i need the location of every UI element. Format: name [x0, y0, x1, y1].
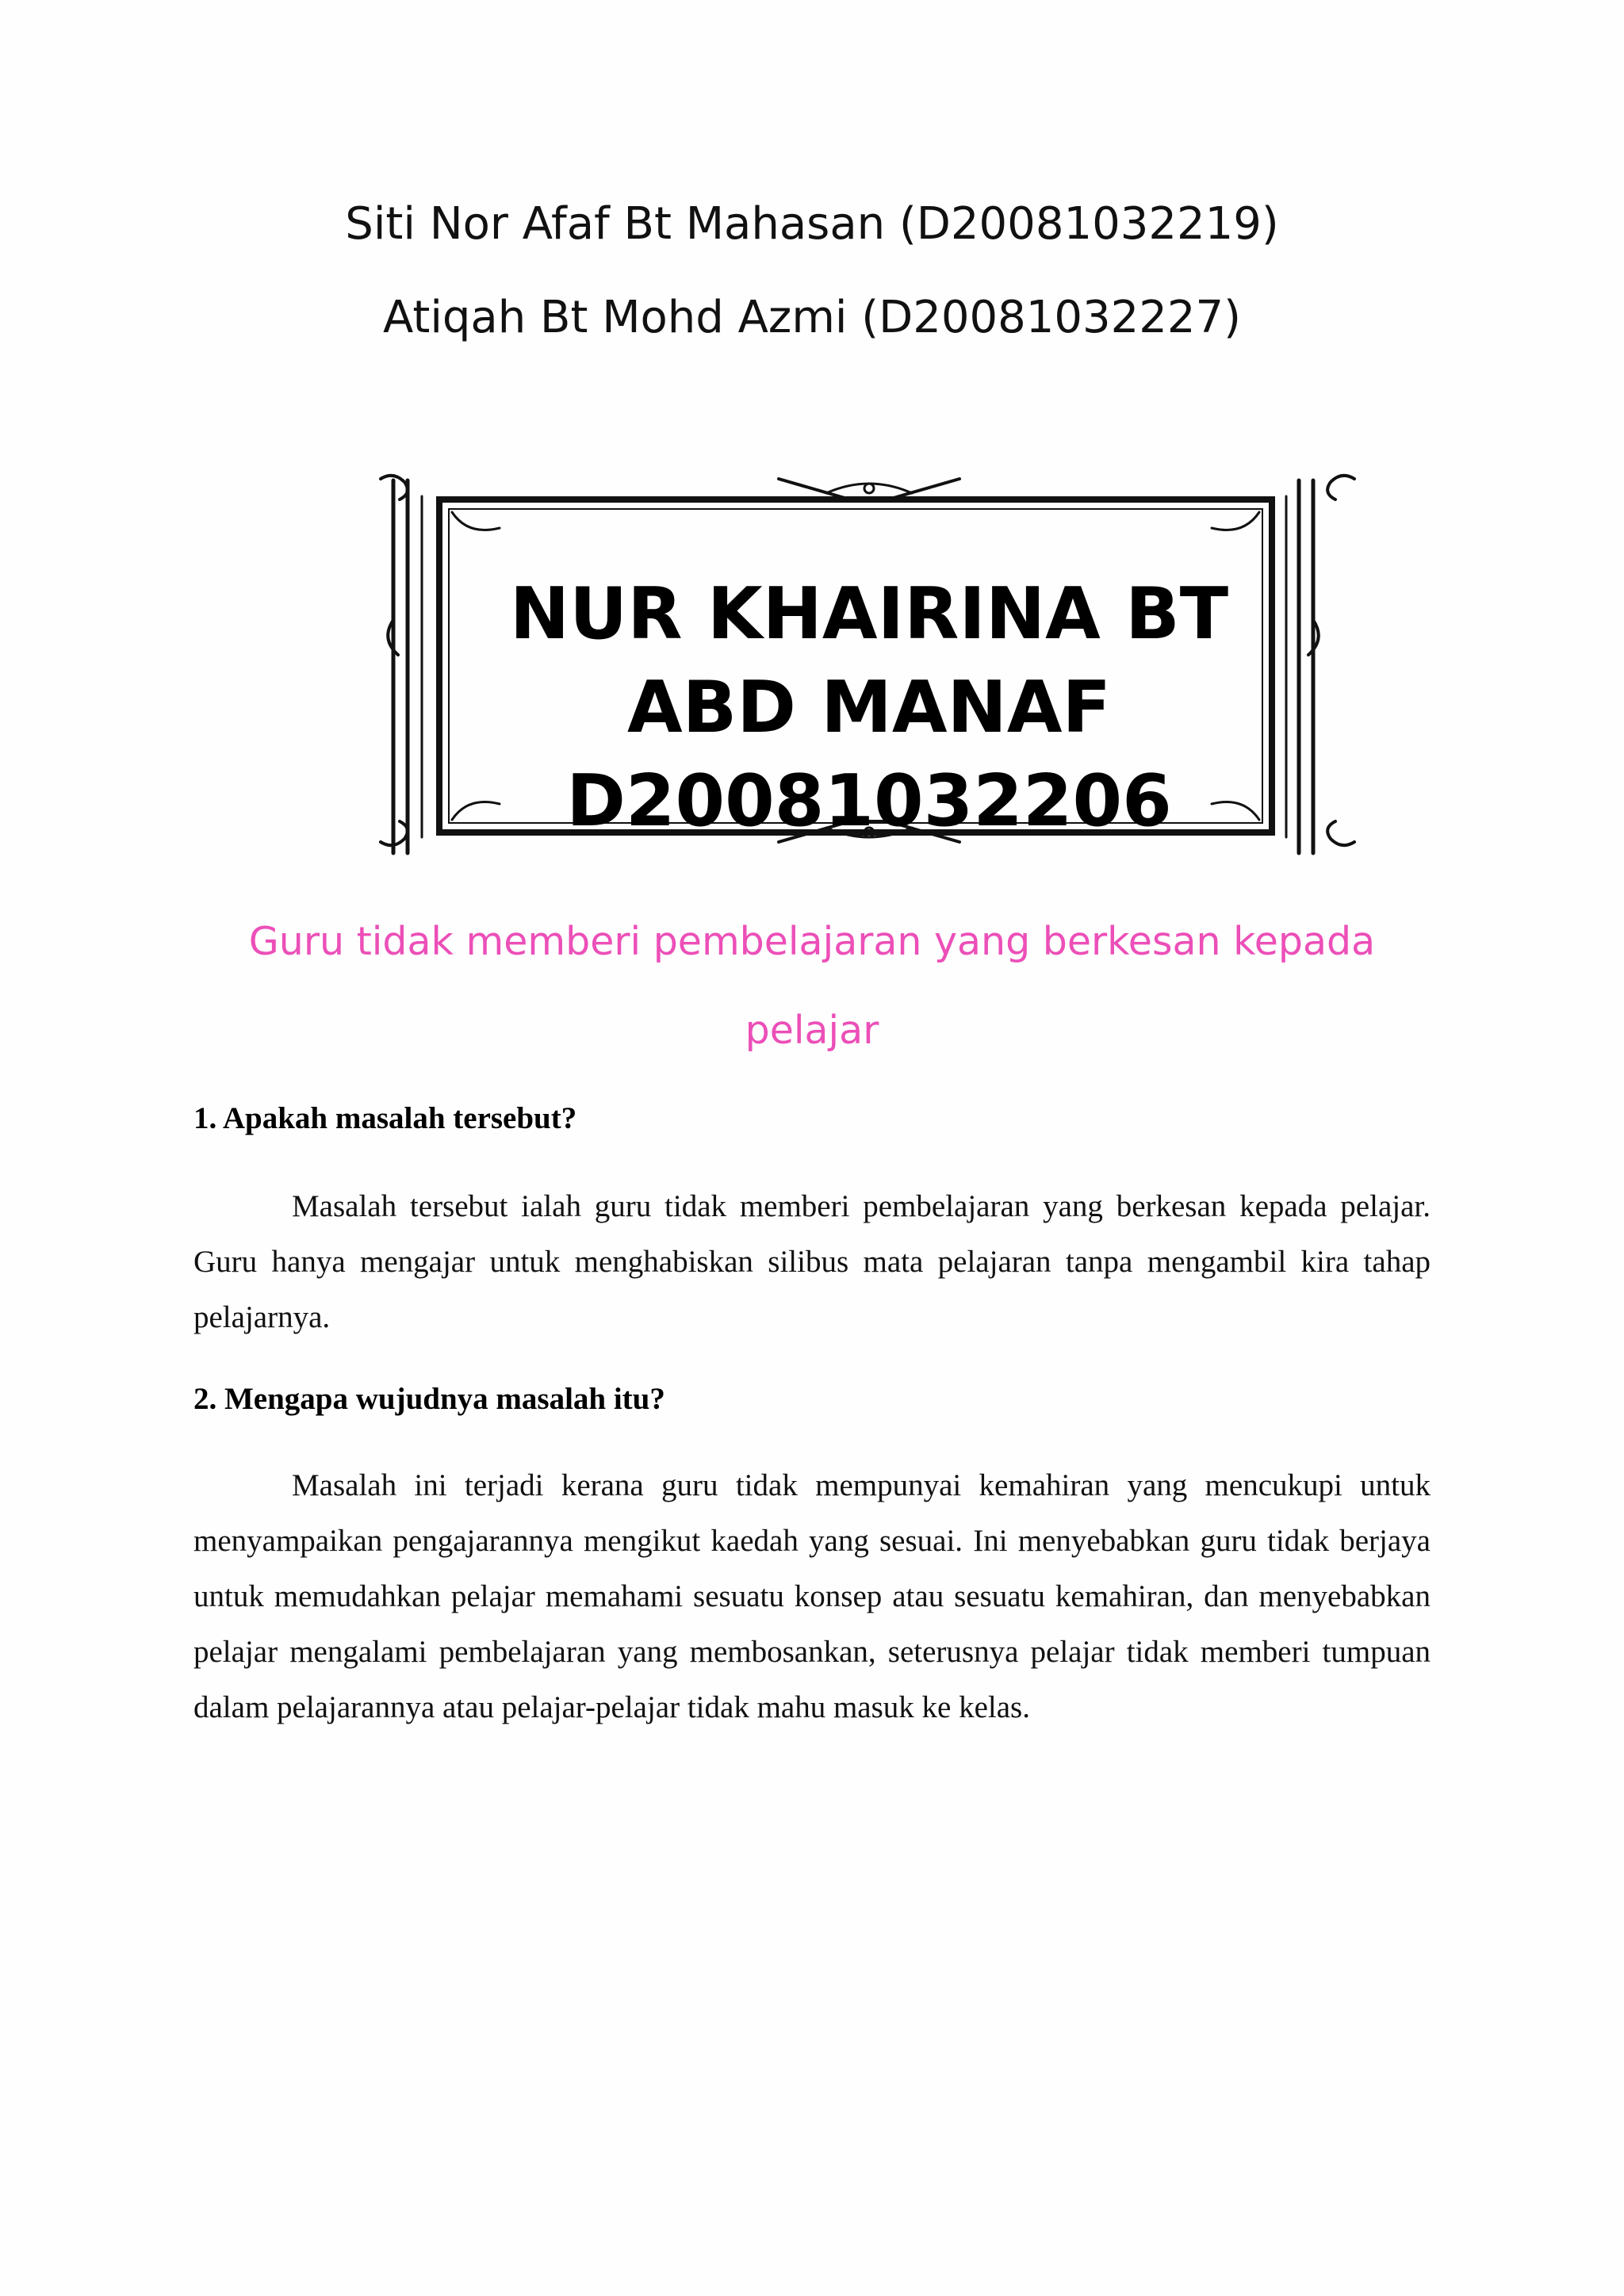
question-2-answer: Masalah ini terjadi kerana guru tidak mempunyai kemahiran yang mencukupi untuk menyampaikan pengajarannya mengikut kaedah yang sesuai. Ini menyebabkan guru tidak berjaya untuk memudahkan pelajar memahami sesuatu konsep atau sesuatu kemahiran, dan menyebabkan pelajar mengalami pembelajaran yang membosankan, seterusnya pelajar tidak memberi tumpuan dalam pelajarannya atau pelajar-pelajar tidak mahu masuk ke kelas. [193, 1468, 1431, 1724]
author-line-1: Siti Nor Afaf Bt Mahasan (D20081032219) [345, 198, 1279, 250]
frame-id-line: D20081032206 [566, 760, 1172, 843]
question-2-heading: 2. Mengapa wujudnya masalah itu? [193, 1382, 665, 1416]
question-1-answer: Masalah tersebut ialah guru tidak memberi pembelajaran yang berkesan kepada pelajar. Guru hanya mengajar untuk menghabiskan silibus mata pelajaran tanpa mengambil kira tahap pelajarnya. [193, 1189, 1431, 1334]
question-1-heading: 1. Apakah masalah tersebut? [193, 1101, 577, 1135]
frame-name-text [366, 568, 1372, 848]
topic-title: Guru tidak memberi pembelajaran yang berkesan kepada pelajar [248, 919, 1376, 1053]
frame-name-line-1: NUR KHAIRINA BT [509, 572, 1229, 656]
decorative-name-frame [366, 465, 1372, 856]
author-line-2: Atiqah Bt Mohd Azmi (D20081032227) [383, 292, 1241, 343]
frame-name-line-2: ABD MANAF [627, 666, 1111, 749]
